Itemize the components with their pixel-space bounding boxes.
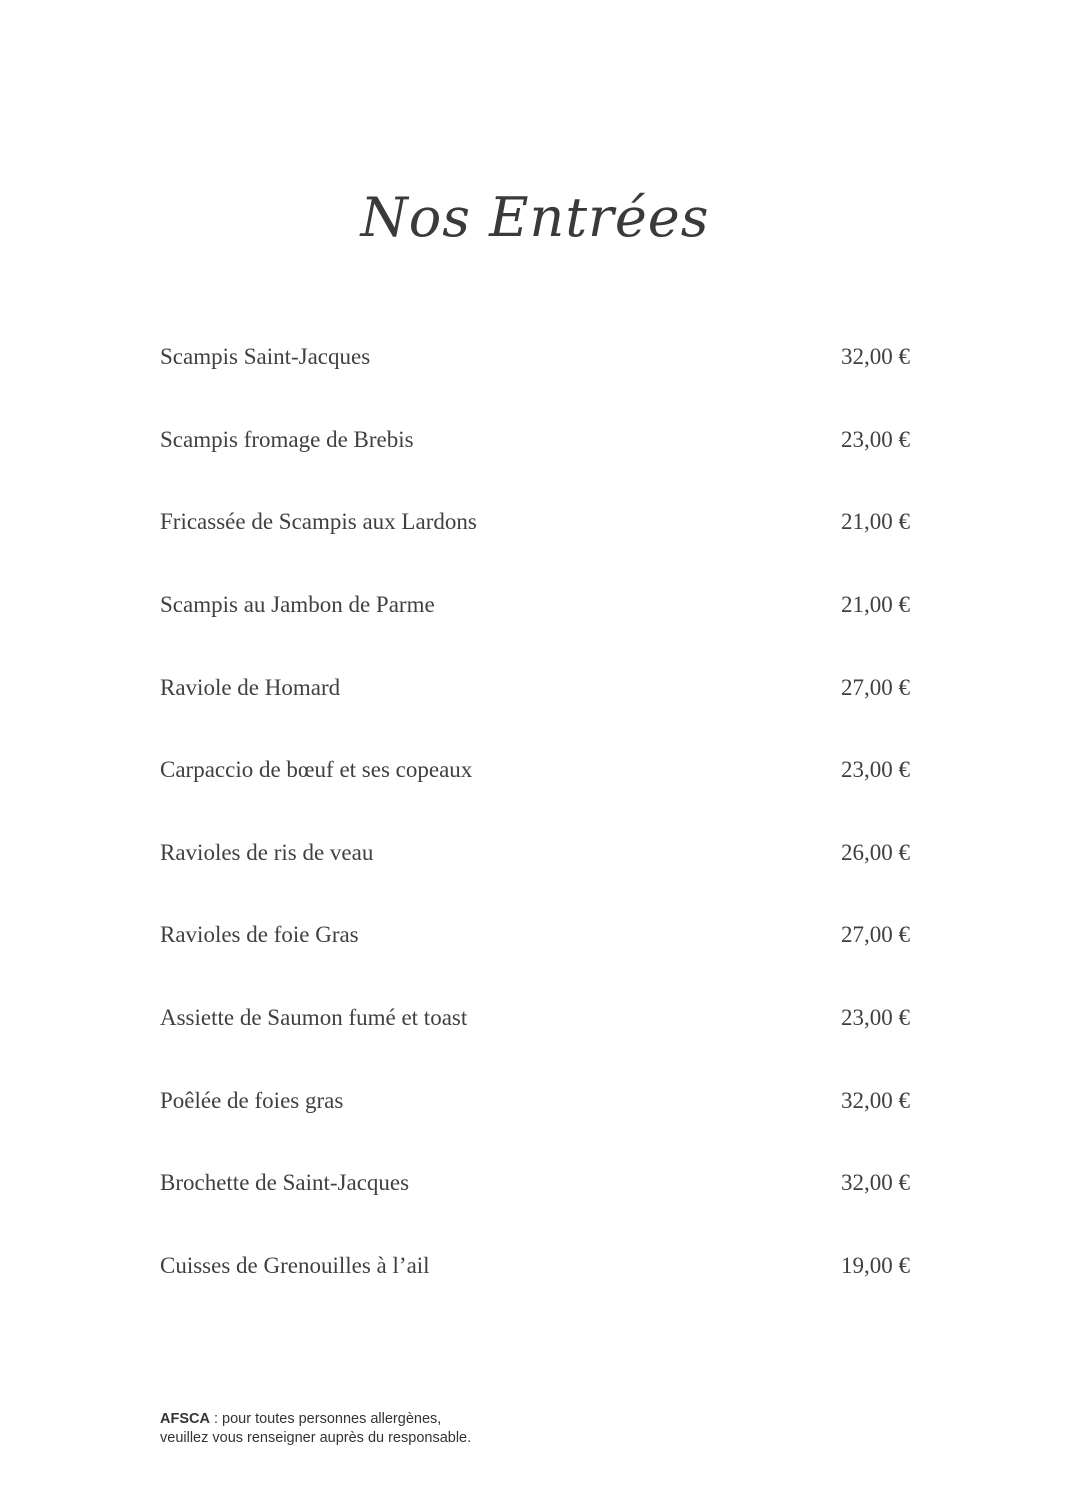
item-name: Poêlée de foies gras (160, 1087, 344, 1113)
allergen-notice-line-2: veuillez vous renseigner auprès du responsable. (160, 1430, 472, 1446)
menu-item (160, 1059, 910, 1142)
item-name: Scampis Saint-Jacques (160, 344, 371, 370)
item-name: Cuisses de Grenouilles à l’ail (160, 1252, 430, 1278)
item-name: Ravioles de foie Gras (160, 922, 359, 948)
menu-item (160, 1142, 910, 1225)
item-price: 32,00 € (841, 344, 910, 370)
item-name: Fricassée de Scampis aux Lardons (160, 509, 477, 535)
menu-item (160, 812, 910, 895)
item-price: 19,00 € (841, 1252, 910, 1278)
menu-item (160, 977, 910, 1060)
item-price: 23,00 € (841, 1005, 910, 1031)
menu-item (160, 894, 910, 977)
menu-item (160, 646, 910, 729)
afsca-label: AFSCA (160, 1411, 210, 1427)
allergen-notice (160, 1410, 471, 1448)
item-price: 21,00 € (841, 509, 910, 535)
item-name: Raviole de Homard (160, 674, 341, 700)
menu-item (160, 1225, 910, 1308)
item-name: Scampis fromage de Brebis (160, 426, 414, 452)
allergen-notice-text: : pour toutes personnes allergènes, (209, 1411, 442, 1427)
menu-item (160, 316, 910, 399)
item-name: Ravioles de ris de veau (160, 839, 374, 865)
item-price: 27,00 € (841, 922, 910, 948)
page-title: Nos Entrées (360, 186, 710, 249)
item-price: 21,00 € (841, 592, 910, 618)
menu-item (160, 481, 910, 564)
item-price: 23,00 € (841, 757, 910, 783)
item-name: Scampis au Jambon de Parme (160, 592, 435, 618)
item-price: 27,00 € (841, 674, 910, 700)
item-price: 23,00 € (841, 426, 910, 452)
item-name: Assiette de Saumon fumé et toast (160, 1005, 468, 1031)
menu-list (160, 316, 910, 1307)
item-name: Carpaccio de bœuf et ses copeaux (160, 757, 473, 783)
item-name: Brochette de Saint-Jacques (160, 1170, 410, 1196)
item-price: 32,00 € (841, 1170, 910, 1196)
item-price: 32,00 € (841, 1087, 910, 1113)
item-price: 26,00 € (841, 839, 910, 865)
allergen-notice-line-1 (160, 1410, 471, 1429)
menu-item (160, 564, 910, 647)
menu-item (160, 729, 910, 812)
menu-item (160, 399, 910, 482)
